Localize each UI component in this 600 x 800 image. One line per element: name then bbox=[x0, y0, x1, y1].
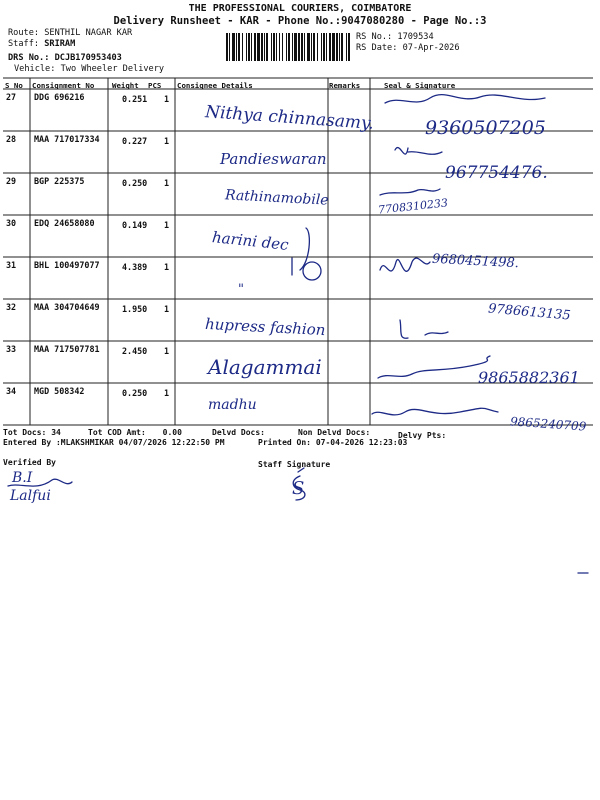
row-pcs: 1 bbox=[164, 388, 170, 398]
cod-label: Tot COD Amt: bbox=[88, 428, 146, 437]
col-weight: Weight bbox=[112, 81, 139, 90]
row-weight: 0.250 bbox=[122, 178, 148, 188]
verified-handwriting-2: Lalfui bbox=[10, 488, 51, 504]
entered-by-line bbox=[3, 438, 225, 447]
col-remarks: Remarks bbox=[329, 81, 361, 90]
row-consignment: MGD 508342 bbox=[34, 386, 85, 396]
entered-by-value: MLAKSHMIKAR 04/07/2026 12:22:50 PM bbox=[60, 438, 225, 447]
verified-by-label: Verified By bbox=[3, 458, 56, 467]
row-pcs: 1 bbox=[164, 304, 170, 314]
row-consignment: MAA 304704649 bbox=[34, 302, 100, 312]
row-seal-handwriting: 9360507205 bbox=[425, 117, 546, 139]
row-weight: 1.950 bbox=[122, 304, 148, 314]
col-consignee: Consignee Details bbox=[177, 81, 253, 90]
signature-row31 bbox=[380, 258, 430, 271]
row-sno: 27 bbox=[6, 92, 17, 102]
circled-two-mark bbox=[303, 262, 321, 280]
row-seal-handwriting: 9865240709 bbox=[509, 414, 587, 434]
vehicle-value: Two Wheeler Delivery bbox=[60, 64, 165, 74]
row-consignment: BHL 100497077 bbox=[34, 260, 100, 270]
tot-docs-value: 34 bbox=[51, 428, 61, 437]
vehicle-label: Vehicle: bbox=[14, 64, 56, 74]
row-consignee-handwriting: harini dec bbox=[211, 228, 290, 254]
delvd-label: Delvd Docs: bbox=[212, 428, 265, 437]
signature-row34 bbox=[372, 408, 498, 415]
row-consignment: DDG 696216 bbox=[34, 92, 85, 102]
row-weight: 0.227 bbox=[122, 136, 148, 146]
row-consignee-handwriting: " bbox=[238, 282, 244, 297]
printed-on-line bbox=[258, 438, 407, 447]
staff-label: Staff: bbox=[8, 39, 40, 49]
row-consignment: BGP 225375 bbox=[34, 176, 85, 186]
row-pcs: 1 bbox=[164, 220, 170, 230]
verified-handwriting-1: B.I bbox=[12, 470, 33, 486]
row-seal-handwriting: 967754476. bbox=[445, 163, 548, 183]
row-weight: 4.389 bbox=[122, 262, 148, 272]
row-weight: 0.250 bbox=[122, 388, 148, 398]
row-sno: 29 bbox=[6, 176, 17, 186]
drs-label: DRS No.: bbox=[8, 53, 50, 63]
row-seal-handwriting: 9865882361 bbox=[478, 368, 580, 387]
row-consignee-handwriting: madhu bbox=[208, 397, 257, 413]
col-pcs: PCS bbox=[148, 81, 162, 90]
row-pcs: 1 bbox=[164, 136, 170, 146]
row-sno: 30 bbox=[6, 218, 17, 228]
row-consignee-handwriting: Pandieswaran bbox=[220, 150, 327, 168]
col-sno: S No bbox=[5, 81, 23, 90]
row-consignee-handwriting: Rathinamobile bbox=[224, 187, 329, 209]
totals-line bbox=[3, 428, 61, 437]
row-consignee-handwriting: Alagammai bbox=[208, 355, 322, 379]
printed-on-label: Printed On: bbox=[258, 438, 311, 447]
row-sno: 32 bbox=[6, 302, 17, 312]
row-consignment: EDQ 24658080 bbox=[34, 218, 95, 228]
staff-value: SRIRAM bbox=[44, 39, 76, 49]
rs-no-value: 1709534 bbox=[397, 32, 434, 42]
col-seal: Seal & Signature bbox=[384, 81, 456, 90]
signature-row28 bbox=[395, 148, 442, 155]
row-pcs: 1 bbox=[164, 178, 170, 188]
row-consignee-handwriting: hupress fashion bbox=[204, 314, 326, 340]
col-consignment: Consignment No bbox=[32, 81, 95, 90]
tot-docs-label: Tot Docs: bbox=[3, 428, 47, 437]
row-pcs: 1 bbox=[164, 346, 170, 356]
rs-no-label: RS No.: bbox=[356, 32, 393, 42]
row-weight: 0.149 bbox=[122, 220, 148, 230]
company-title: THE PROFESSIONAL COURIERS, COIMBATORE bbox=[188, 3, 412, 14]
entered-by-label: Entered By : bbox=[3, 438, 61, 447]
non-delvd-label: Non Delvd Docs: bbox=[298, 428, 371, 437]
rs-date-label: RS Date: bbox=[356, 43, 398, 53]
drs-value: DCJB170953403 bbox=[54, 53, 122, 63]
row-consignment: MAA 717017334 bbox=[34, 134, 100, 144]
staff-handwriting: S bbox=[292, 478, 305, 499]
row-sno: 31 bbox=[6, 260, 17, 270]
delvy-pts-label: Delvy Pts: bbox=[398, 431, 447, 440]
signature-row32 bbox=[400, 320, 448, 338]
route-value: SENTHIL NAGAR KAR bbox=[44, 28, 133, 38]
row-seal-handwriting: 9680451498. bbox=[431, 251, 520, 272]
signature-row29 bbox=[380, 189, 440, 195]
row-weight: 0.251 bbox=[122, 94, 148, 104]
row-consignee-handwriting: Nithya chinnasamy. bbox=[204, 102, 375, 134]
row-pcs: 1 bbox=[164, 262, 170, 272]
row-weight: 2.450 bbox=[122, 346, 148, 356]
printed-on-value: 07-04-2026 12:23:03 bbox=[315, 438, 408, 447]
cod-value: 0.00 bbox=[162, 428, 182, 437]
row-seal-handwriting: 7708310233 bbox=[377, 196, 449, 217]
signature-row33 bbox=[378, 356, 490, 378]
staff-signature-label: Staff Signature bbox=[258, 460, 331, 469]
rs-date-value: 07-Apr-2026 bbox=[402, 43, 460, 53]
row-sno: 28 bbox=[6, 134, 17, 144]
cod-line bbox=[88, 428, 182, 437]
signature-row27 bbox=[385, 95, 545, 103]
row-pcs: 1 bbox=[164, 94, 170, 104]
signature-row30 bbox=[292, 228, 309, 275]
runsheet-subtitle: Delivery Runsheet - KAR - Phone No.:9047080280 - Page No.:3 bbox=[113, 15, 487, 27]
row-sno: 33 bbox=[6, 344, 17, 354]
row-seal-handwriting: 9786613135 bbox=[487, 301, 572, 324]
row-sno: 34 bbox=[6, 386, 17, 396]
row-consignment: MAA 717507781 bbox=[34, 344, 100, 354]
route-label: Route: bbox=[8, 28, 40, 38]
